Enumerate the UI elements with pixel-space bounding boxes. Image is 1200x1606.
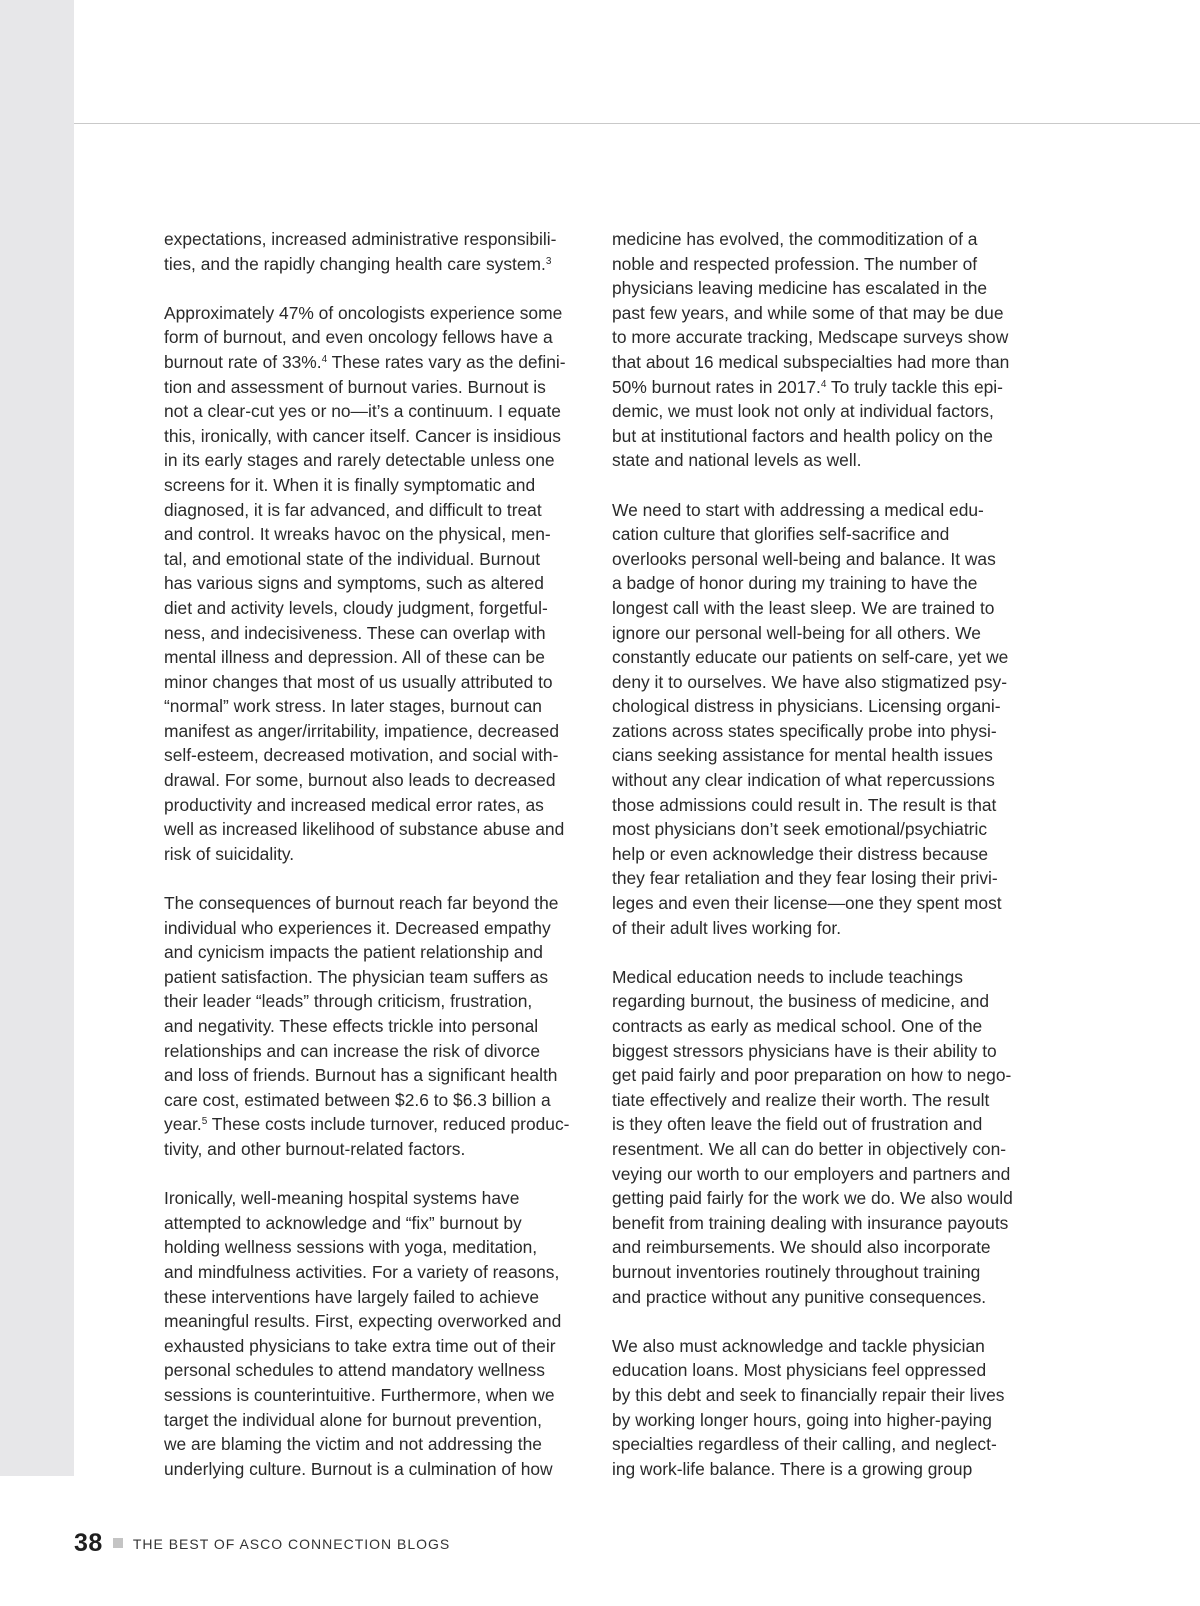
footnote-ref: 4 [820,378,827,390]
paragraph: We need to start with addressing a medical edu- cation culture that glorifies self-sacrifice and overlooks personal well-being and balance. It was a badge of honor during my training to have the longest call with the least sleep. We are trained to ignore our personal well-being for all others. We constantly educate our patients on self-care, yet we deny it to ourselves. We have also stigmatized psy- chological distress in physicians. Licensing organi- zations across states specifically probe into physi- cians seeking assistance for mental health issues without any clear indication of what repercussions those admissions could result in. The result is that most physicians don’t seek emotional/psychiatric help or even acknowledge their distress because they fear retaliation and they fear losing their privi- leges and even their license—one they spent most of their adult lives working for. [612,499,1009,938]
paragraph: Ironically, well-meaning hospital systems have attempted to acknowledge and “fix” burnout by holding wellness sessions with yoga, meditation, and mindfulness activities. For a variety of reasons, these interventions have largely failed to achieve meaningful results. First, expecting overworked and exhausted physicians to take extra time out of their personal schedules to attend mandatory wellness sessions is counterintuitive. Furthermore, when we target the individual alone for burnout prevention, we are blaming the victim and not addressing the underlying culture. Burnout is a culmination of how [164,1188,562,1479]
page-footer [74,1528,450,1558]
paragraph: Approximately 47% of oncologists experience some form of burnout, and even oncology fellows have a burnout rate of 33%.$^4$ These rates vary as the defini- tion and assessment of burnout varies. Burnout is not a clear-cut yes or no—it’s a continuum. I equate this, ironically, with cancer itself. Cancer is insidious in its early stages and rarely detectable unless one screens for it. When it is finally symptomatic and diagnosed, it is far advanced, and difficult to treat and control. It wreaks havoc on the physical, men- tal, and emotional state of the individual. Burnout has various signs and symptoms, such as altered diet and activity levels, cloudy judgment, forgetful- ness, and indecisiveness. These can overlap with mental illness and depression. All of these can be minor changes that most of us usually attributed to “normal” work stress. In later stages, burnout can manifest as anger/irritability, impatience, decreased self-esteem, decreased motivation, and social with- drawal. For some, burnout also leads to decreased productivity and increased medical error rates, as well as increased likelihood of substance abuse and risk of suicidality. [164,302,566,864]
page-number: 38 [74,1528,103,1557]
publication-title: THE BEST OF ASCO CONNECTION BLOGS [132,1536,451,1552]
square-bullet-icon [113,1538,123,1548]
left-margin-band [0,0,74,1476]
footnote-ref: 4 [321,353,328,365]
paragraph: expectations, increased administrative responsibili- ties, and the rapidly changing health care system.$^3$ [164,229,557,274]
header-divider [74,123,1200,124]
paragraph: The consequences of burnout reach far beyond the individual who experiences it. Decreased empathy and cynicism impacts the patient relationship and patient satisfaction. The physician team suffers as their leader “leads” through criticism, frustration, and negativity. These effects trickle into personal relationships and can increase the risk of divorce and loss of friends. Burnout has a significant health care cost, estimated between $2.6 to $6.3 billion a year.$^5$ These costs include turnover, reduced produc- tivity, and other burnout-related factors. [164,893,570,1159]
footnote-ref: 3 [545,255,552,267]
left-text-column [164,227,592,1481]
footnote-ref: 5 [201,1116,208,1128]
paragraph: Medical education needs to include teachings regarding burnout, the business of medicine, and contracts as early as medical school. One of the biggest stressors physicians have is their ability to get paid fairly and poor preparation on how to nego- tiate effectively and realize their worth. The result is they often leave the field out of frustration and resentment. We all can do better in objectively con- veying our worth to our employers and partners and getting paid fairly for the work we do. We also would benefit from training dealing with insurance payouts and reimbursements. We should also incorporate burnout inventories routinely throughout training and practice without any punitive consequences. [612,966,1013,1307]
paragraph: medicine has evolved, the commoditization of a noble and respected profession. The number of physicians leaving medicine has escalated in the past few years, and while some of that may be due to more accurate tracking, Medscape surveys show that about 16 medical subspecialties had more than 50% burnout rates in 2017.$^4$ To truly tackle this epi- demic, we must look not only at individual factors, but at institutional factors and health policy on the state and national levels as well. [612,229,1010,471]
right-text-column [612,227,1042,1481]
paragraph: We also must acknowledge and tackle physician education loans. Most physicians feel oppressed by this debt and seek to financially repair their lives by working longer hours, going into higher-paying specialties regardless of their calling, and neglect- ing work-life balance. There is a growing group [612,1335,1005,1479]
